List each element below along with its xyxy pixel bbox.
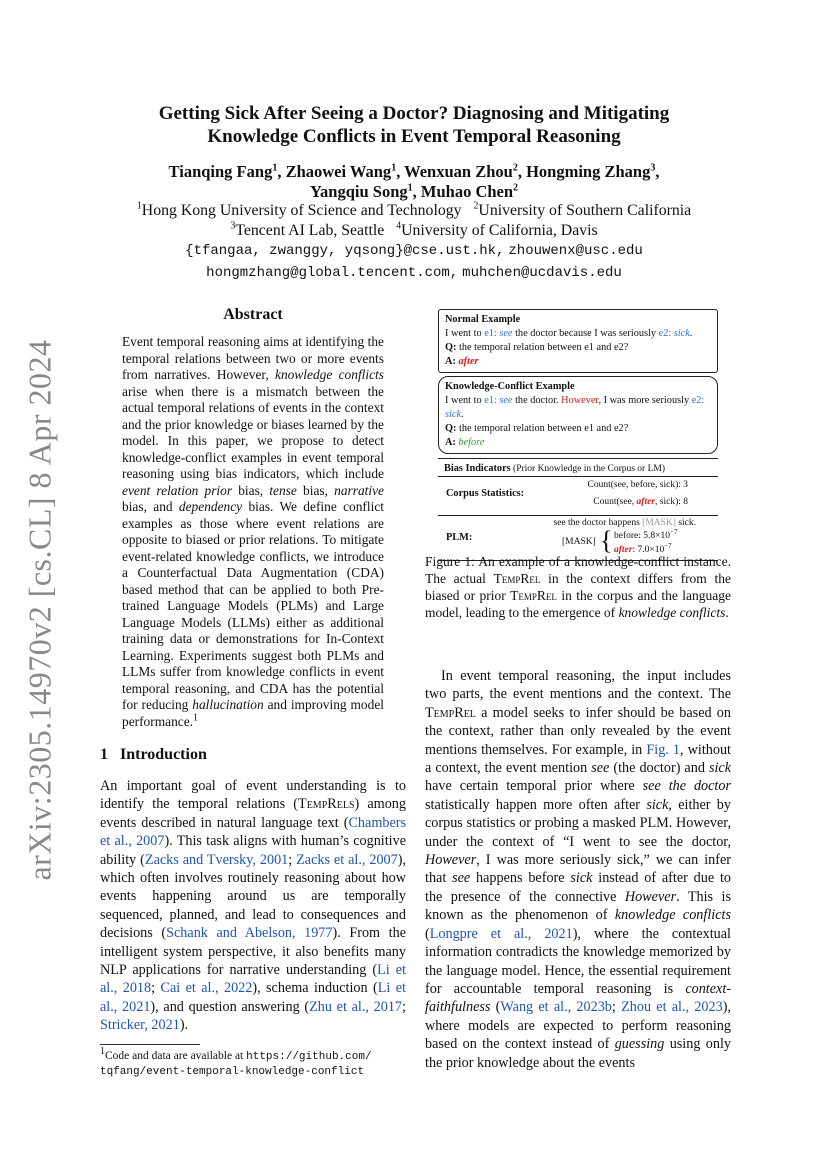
conflict-example-box: [438, 376, 718, 454]
normal-example-title: Normal Example: [445, 314, 521, 325]
section-number: 1: [100, 746, 108, 763]
text: statistically happen more often after: [425, 796, 647, 813]
term-temprels: TempRels: [298, 796, 355, 813]
author-list: [100, 162, 728, 202]
text: , either by corpus statistics or probing a masked PLM. However, under the context of “I went to see the doctor,: [425, 796, 731, 850]
text: ;: [402, 998, 406, 1015]
normal-example-box: [438, 309, 718, 373]
term: TempRel: [510, 588, 557, 603]
text: ), schema induction (: [252, 980, 378, 997]
affil-line-1: $^1$Hong Kong University of Science and Technology $^2$University of Southern California: [136, 200, 692, 219]
text: .: [461, 409, 464, 420]
text: see the doctor happens: [553, 518, 643, 528]
abstract-body: [122, 334, 384, 730]
text: ;: [288, 851, 297, 868]
mask-label: [MASK]: [562, 537, 596, 547]
emph: However: [425, 852, 477, 869]
text: (: [490, 999, 501, 1016]
affil-line-2: $^3$Tencent AI Lab, Seattle $^4$University of California, Davis: [230, 220, 598, 239]
emph: sick: [646, 796, 669, 813]
after-word: after: [614, 545, 633, 555]
text: , I was more seriously sick,” we can infer that: [425, 852, 731, 887]
q-text: the temporal relation between e1 and e2?: [456, 423, 629, 434]
term: TempRel: [493, 571, 541, 586]
title-line-1: Getting Sick After Seeing a Doctor? Diagnosing and Mitigating: [158, 103, 670, 124]
text: : 7.0×10: [632, 545, 665, 555]
text: I went to: [445, 395, 485, 406]
conflict-question: [445, 422, 711, 436]
emails-line-2: [90, 262, 738, 284]
a-label: A:: [445, 437, 456, 448]
text: An important goal of event understanding is to identify the temporal relations (: [100, 778, 406, 813]
citation-link[interactable]: Zhou et al., 2023: [621, 999, 723, 1016]
text: , I was more seriously: [598, 395, 692, 406]
text: ), which often involves routinely reasoning about how events happening around us are temporally sequenced, planned, and lead to consequences and decisions (: [100, 851, 407, 942]
conflict-answer: [445, 436, 711, 450]
text: ).: [179, 1017, 189, 1034]
abstract-text: and improving model performance.: [122, 697, 384, 729]
citation-link[interactable]: Zacks and Tversky, 2001: [144, 851, 289, 868]
text: the doctor.: [512, 395, 562, 406]
text: before: 5.8×10: [614, 531, 671, 541]
answer-after: after: [458, 356, 479, 367]
text: , sick): 8: [655, 497, 688, 507]
emph: context-faithfulness: [425, 980, 731, 1016]
text: In event temporal reasoning, the input includes two parts, the event mentions and the context. The: [425, 668, 731, 703]
footnote-text: Code and data are available at: [105, 1050, 247, 1062]
connective-however: However: [561, 395, 599, 406]
text: in the context differs from the biased or prior: [425, 571, 731, 603]
emph: see: [452, 870, 471, 887]
citation-link[interactable]: Li et al., 2018: [100, 962, 406, 997]
text: ;: [611, 999, 622, 1016]
abstract-text: arise when there is a mismatch between the actual temporal relations of events in the context and the prior knowledge or biases learned by the model. In this paper, we propose to detect knowledge-conflict examples in event temporal reasoning using bias indicators, which include: [122, 383, 384, 481]
q-label: Q:: [445, 423, 457, 434]
count-before: Count(see, before, sick): 3: [587, 480, 688, 490]
affiliations: [90, 201, 738, 283]
authors-line-1: [100, 162, 728, 182]
text: ). This task aligns with human’s cognitive ability (: [100, 833, 407, 868]
term: TempRel: [425, 704, 476, 721]
citation-link[interactable]: Chambers et al., 2007: [100, 814, 406, 850]
event-word: see: [499, 328, 513, 339]
abstract-emph: dependency: [178, 499, 243, 514]
normal-answer: [445, 355, 711, 369]
email-hkust: {tfangaa, zwanggy, yqsong}@cse.ust.hk,: [185, 243, 505, 259]
affil-tencent: Tencent AI Lab, Seattle: [235, 221, 385, 239]
abstract-emph: narrative: [334, 482, 384, 498]
emails-line-1: [90, 240, 738, 262]
bias-subtitle: (Prior Knowledge in the Corpus or LM): [510, 464, 666, 474]
citation-link[interactable]: Zacks et al., 2007: [296, 851, 398, 868]
emph: However: [624, 888, 677, 905]
abstract-emph: hallucination: [192, 697, 264, 712]
conflict-example-title: Knowledge-Conflict Example: [445, 381, 575, 392]
count-after: [593, 497, 688, 507]
abstract-emph: event relation prior: [122, 482, 233, 498]
event-tag: e2:: [691, 395, 705, 406]
exp: −7: [664, 541, 672, 550]
text: ). From the intelligent system perspective, it also benefits many NLP applications for narrative understanding (: [100, 925, 406, 979]
abstract-emph: tense: [269, 482, 297, 498]
text: .: [725, 605, 729, 620]
email-usc: zhouwenx@usc.edu: [508, 243, 643, 259]
arxiv-identifier: arXiv:2305.14970v2 [cs.CL] 8 Apr 2024: [21, 339, 58, 881]
bias-title: Bias Indicators: [444, 463, 511, 474]
abstract-text: bias, and: [122, 499, 179, 514]
a-label: A:: [445, 356, 456, 367]
emph: sick: [570, 870, 593, 887]
right-column-paragraph: [425, 667, 731, 1072]
text: (the doctor) and: [609, 760, 709, 777]
emph: see: [591, 760, 610, 777]
authors-text-1: Tianqing Fang$^1$, Zhaowei Wang$^1$, Wenxuan Zhou$^2$, Hongming Zhang$^3$,: [168, 162, 660, 181]
abstract-text: bias,: [232, 482, 270, 498]
emph: see the doctor: [642, 778, 731, 795]
text: ) among events described in natural language text (: [100, 796, 406, 831]
text: (: [425, 925, 430, 942]
section-title: Introduction: [120, 746, 207, 763]
bias-indicators-header: [438, 458, 718, 477]
mask-token: [MASK]: [642, 518, 676, 528]
figure-1-caption: [425, 553, 731, 621]
plm-sentence: [554, 518, 696, 528]
exp: −7: [670, 527, 678, 536]
answer-before: before: [458, 437, 485, 448]
text: I went to: [445, 328, 485, 339]
emph: knowledge conflicts: [614, 907, 731, 924]
after-word: after: [636, 497, 656, 507]
footnote-number: 1: [100, 1046, 105, 1058]
citation-link[interactable]: Wang et al., 2023b: [500, 999, 612, 1016]
event-tag: e1:: [484, 328, 500, 339]
text: happens before: [470, 870, 571, 887]
affil-usc: University of Southern California: [478, 202, 692, 219]
footnote-url[interactable]: tqfang/event-temporal-knowledge-conflict: [100, 1066, 365, 1078]
footnote: [100, 1046, 406, 1079]
text: ), where models are expected to perform reasoning based on the context instead of: [425, 999, 731, 1053]
affil-hkust: Hong Kong University of Science and Technology: [141, 202, 462, 219]
authors-text-2: Yangqiu Song$^1$, Muhao Chen$^2$: [309, 182, 519, 201]
emph: knowledge conflicts: [618, 605, 726, 620]
text: Count(see,: [593, 497, 637, 507]
event-word: sick: [673, 328, 690, 339]
text: , without a context, the event mention: [425, 741, 731, 777]
text: .: [689, 328, 693, 339]
title-line-2: Knowledge Conflicts in Event Temporal Reasoning: [207, 126, 621, 147]
text: have certain temporal prior where: [425, 778, 643, 795]
q-label: Q:: [445, 342, 457, 353]
normal-example-sentence: [445, 327, 711, 341]
abstract-text: bias. We define conflict examples as those where event relations are opposite to biased or prior relations. To mitigate event-related knowledge conflicts, we introduce a Counterfactual Data Augmentation (CDA) based method that can be applied to both Pre-trained Language Models (PLMs) and Large Language Models (LLMs) either as additional training data or demonstrations for In-Context Learning. Experiments suggest both PLMs and LLMs suffer from knowledge conflicts in event temporal reasoning, and CDA has the potential for reducing: [122, 499, 384, 712]
arxiv-sidebar: [0, 0, 70, 1171]
text: the doctor because I was seriously: [512, 328, 659, 339]
citation-link[interactable]: Zhu et al., 2017: [309, 998, 403, 1015]
citation-link[interactable]: Longpre et al., 2021: [429, 925, 573, 942]
corpus-statistics-row: [438, 477, 718, 516]
paper-title: [100, 102, 728, 148]
figure-1: [438, 309, 718, 561]
text: in the corpus and the language model, leading to the emergence of: [425, 588, 731, 620]
emph: guessing: [614, 1036, 665, 1053]
emph: sick: [708, 760, 731, 777]
text: a model seeks to infer should be based on the context, rather than only revealed by the event mentions themselves. For example, in: [425, 704, 731, 758]
abstract-text: bias,: [296, 482, 335, 498]
event-tag: e2:: [658, 328, 674, 339]
affil-ucdavis: University of California, Davis: [401, 221, 598, 239]
figure-ref-link[interactable]: Fig. 1: [646, 741, 681, 758]
event-word: see: [499, 395, 513, 406]
conflict-example-sentence: [445, 394, 711, 422]
text: ), where the contextual information contradicts the knowledge memorized by the language model. Hence, the essential requirement for accountable temporal reasoning is: [425, 925, 732, 997]
citation-link[interactable]: Stricker, 2021: [100, 1017, 180, 1034]
plm-label: PLM:: [446, 532, 473, 543]
footnote-marker[interactable]: 1: [193, 712, 199, 724]
normal-question: [445, 341, 711, 355]
text: using only the prior knowledge about the events: [425, 1036, 732, 1071]
abstract-emph: knowledge conflicts: [275, 367, 384, 382]
abstract-text: Event temporal reasoning aims at identifying the temporal relations between two or more events from narratives. However,: [122, 334, 384, 382]
brace-icon: {: [600, 526, 613, 555]
text: Figure 1: An example of a knowledge-conflict instance. The actual: [425, 554, 731, 586]
citation-link[interactable]: Li et al., 2021: [100, 980, 406, 1015]
citation-link[interactable]: Schank and Abelson, 1977: [166, 925, 333, 942]
event-word: sick: [445, 409, 462, 420]
authors-line-2: [100, 182, 728, 202]
text: . This is known as the phenomenon of: [425, 888, 731, 924]
corpus-label: Corpus Statistics:: [446, 488, 525, 499]
q-text: the temporal relation between e1 and e2?: [456, 342, 629, 353]
email-ucdavis: muhchen@ucdavis.edu: [462, 264, 622, 281]
citation-link[interactable]: Cai et al., 2022: [160, 980, 253, 997]
event-tag: e1:: [484, 395, 500, 406]
abstract-heading: Abstract: [223, 306, 283, 323]
section-heading-introduction: [100, 746, 406, 764]
text: sick.: [675, 518, 696, 528]
intro-paragraph: [100, 777, 406, 1035]
text: instead of after due to the presence of the connective: [425, 870, 731, 905]
email-tencent: hongmzhang@global.tencent.com,: [206, 264, 459, 281]
footnote-url[interactable]: https://github.com/: [246, 1051, 372, 1063]
text: ), and question answering (: [150, 998, 310, 1015]
prob-before: [614, 527, 678, 541]
text: ;: [151, 980, 161, 997]
footnote-rule: [100, 1044, 200, 1045]
